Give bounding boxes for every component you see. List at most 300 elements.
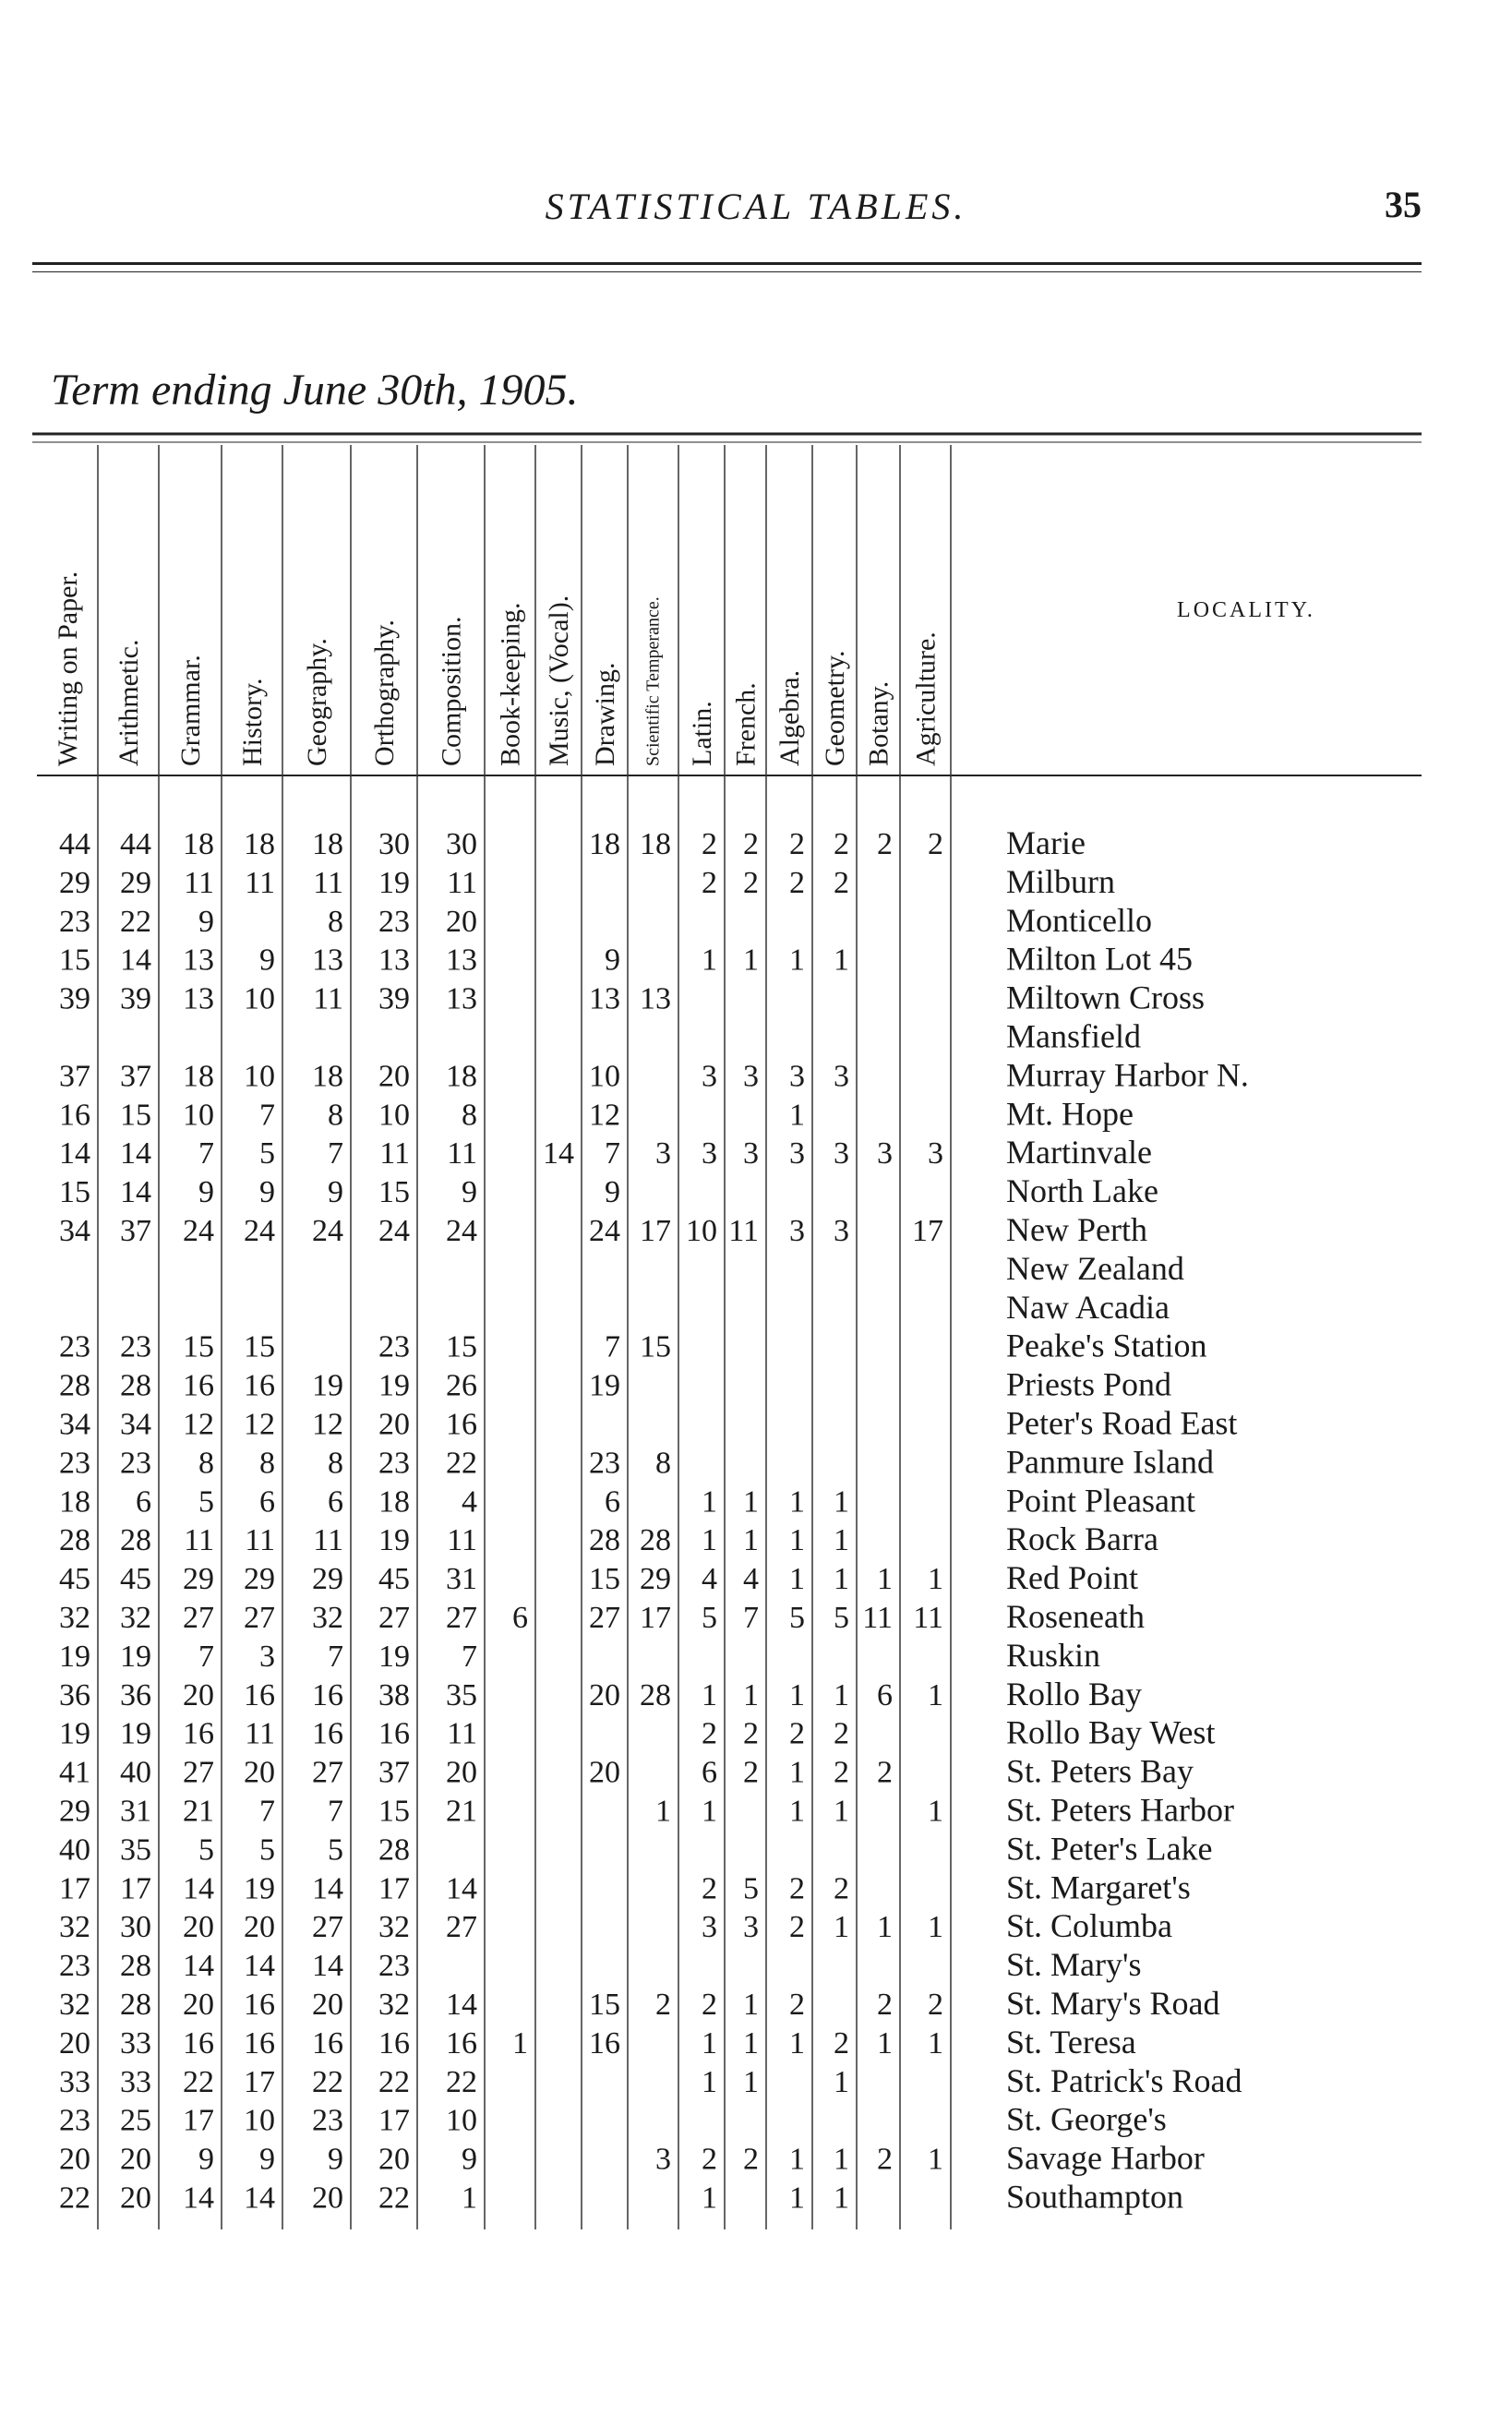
table-cell: 27 <box>183 1755 214 1790</box>
column-header: Grammar. <box>175 655 206 766</box>
table-cell: 3 <box>789 1214 805 1248</box>
table-cell: 6 <box>702 1755 717 1790</box>
table-cell: 17 <box>378 1871 410 1906</box>
table-cell: 2 <box>789 865 805 900</box>
table-cell: 1 <box>702 2064 717 2099</box>
locality-name: Murray Harbor N. <box>1006 1056 1249 1094</box>
table-cell: 11 <box>245 1716 275 1751</box>
table-cell: 32 <box>378 1910 410 1945</box>
table-cell: 1 <box>928 2025 943 2061</box>
table-cell: 14 <box>183 1949 214 1984</box>
table-cell: 1 <box>834 1794 849 1829</box>
table-cell: 23 <box>120 1446 151 1481</box>
locality-name: St. Teresa <box>1006 2023 1136 2061</box>
table-cell: 27 <box>378 1601 410 1635</box>
table-cell: 26 <box>446 1368 477 1403</box>
table-cell: 15 <box>589 1988 620 2022</box>
table-cell: 15 <box>120 1098 151 1133</box>
table-cell: 32 <box>59 1601 90 1635</box>
table-cell: 5 <box>259 1136 275 1171</box>
table-cell: 8 <box>328 1098 343 1133</box>
table-cell: 24 <box>244 1214 275 1248</box>
table-cell: 3 <box>655 2142 671 2177</box>
table-cell: 6 <box>136 1484 151 1520</box>
table-cell: 22 <box>120 904 151 939</box>
table-cell: 40 <box>59 1832 90 1868</box>
table-cell: 11 <box>313 1523 343 1558</box>
table-cell: 11 <box>913 1601 943 1635</box>
table-cell: 21 <box>446 1794 477 1829</box>
table-cell: 20 <box>446 904 477 939</box>
table-cell: 18 <box>446 1059 477 1094</box>
page-header-title: STATISTICAL TABLES. <box>545 186 967 227</box>
table-cell: 2 <box>743 1755 759 1790</box>
locality-name: Naw Acadia <box>1006 1288 1170 1326</box>
table-cell: 1 <box>789 1755 805 1790</box>
table-cell: 1 <box>928 1910 943 1945</box>
table-cell: 23 <box>378 1329 410 1364</box>
table-cell: 10 <box>378 1098 410 1133</box>
table-cell: 16 <box>244 2025 275 2061</box>
table-cell: 8 <box>328 1446 343 1481</box>
locality-name: St. George's <box>1006 2100 1167 2138</box>
table-cell: 16 <box>446 2025 477 2061</box>
table-cell: 11 <box>245 865 275 900</box>
table-cell: 28 <box>120 1523 151 1558</box>
table-cell: 19 <box>378 1639 410 1674</box>
table-cell: 33 <box>59 2064 90 2099</box>
table-cell: 9 <box>328 2142 343 2177</box>
table-cell: 13 <box>183 943 214 978</box>
table-cell: 20 <box>244 1755 275 1790</box>
table-cell: 2 <box>928 827 943 861</box>
table-cell: 16 <box>312 2025 343 2061</box>
table-cell: 35 <box>446 1677 477 1712</box>
table-cell: 23 <box>59 1949 90 1984</box>
table-cell: 16 <box>183 2025 214 2061</box>
table-cell: 17 <box>244 2064 275 2099</box>
table-cell: 15 <box>378 1794 410 1829</box>
locality-name: Rock Barra <box>1006 1520 1158 1558</box>
table-cell: 7 <box>605 1136 620 1171</box>
table-cell: 8 <box>462 1098 477 1133</box>
table-cell: 7 <box>328 1794 343 1829</box>
table-cell: 1 <box>834 1677 849 1712</box>
table-cell: 37 <box>120 1214 151 1248</box>
table-cell: 27 <box>446 1601 477 1635</box>
table-cell: 10 <box>589 1059 620 1094</box>
table-cell: 14 <box>183 1871 214 1906</box>
table-cell: 23 <box>59 1446 90 1481</box>
table-cell: 20 <box>244 1910 275 1945</box>
table-cell: 11 <box>447 865 477 900</box>
table-cell: 14 <box>183 2181 214 2216</box>
table-cell: 45 <box>378 1562 410 1597</box>
table-cell: 1 <box>834 1484 849 1520</box>
table-cell: 9 <box>605 943 620 978</box>
locality-name: St. Margaret's <box>1006 1868 1191 1906</box>
table-cell: 2 <box>743 865 759 900</box>
table-cell: 20 <box>312 1988 343 2022</box>
table-cell: 28 <box>378 1832 410 1868</box>
table-cell: 29 <box>312 1562 343 1597</box>
table-cell: 2 <box>877 1755 893 1790</box>
table-cell: 28 <box>640 1677 671 1712</box>
table-cell: 18 <box>378 1484 410 1520</box>
table-cell: 2 <box>877 1988 893 2022</box>
table-cell: 19 <box>120 1639 151 1674</box>
table-cell: 6 <box>512 1601 528 1635</box>
table-cell: 31 <box>120 1794 151 1829</box>
locality-header: LOCALITY. <box>1177 598 1315 622</box>
table-cell: 19 <box>312 1368 343 1403</box>
table-cell: 2 <box>834 865 849 900</box>
table-cell: 27 <box>446 1910 477 1945</box>
table-cell: 11 <box>728 1214 759 1248</box>
locality-name: Point Pleasant <box>1006 1482 1195 1520</box>
table-cell: 14 <box>312 1871 343 1906</box>
table-cell: 15 <box>378 1175 410 1210</box>
table-cell: 22 <box>378 2064 410 2099</box>
table-cell: 12 <box>312 1407 343 1442</box>
table-cell: 1 <box>743 1988 759 2022</box>
table-cell: 29 <box>59 1794 90 1829</box>
table-cell: 7 <box>462 1639 477 1674</box>
table-cell: 44 <box>59 827 90 861</box>
table-cell: 9 <box>198 2142 214 2177</box>
table-cell: 17 <box>183 2103 214 2138</box>
table-cell: 13 <box>378 943 410 978</box>
table-cell: 29 <box>244 1562 275 1597</box>
table-cell: 34 <box>59 1407 90 1442</box>
table-cell: 3 <box>743 1136 759 1171</box>
table-cell: 1 <box>834 1523 849 1558</box>
table-cell: 16 <box>244 1988 275 2022</box>
locality-name: St. Peters Bay <box>1006 1752 1194 1790</box>
locality-name: Peter's Road East <box>1006 1404 1238 1442</box>
table-cell: 20 <box>120 2181 151 2216</box>
locality-name: St. Mary's <box>1006 1946 1142 1984</box>
column-header: Composition. <box>436 616 467 766</box>
column-header: Scientific Temperance. <box>642 596 664 766</box>
table-cell: 28 <box>59 1368 90 1403</box>
table-cell: 9 <box>462 1175 477 1210</box>
table-cell: 22 <box>312 2064 343 2099</box>
table-cell: 33 <box>120 2025 151 2061</box>
table-cell: 23 <box>59 904 90 939</box>
table-cell: 20 <box>378 1059 410 1094</box>
table-cell: 2 <box>702 1871 717 1906</box>
table-cell: 2 <box>702 865 717 900</box>
table-cell: 9 <box>259 2142 275 2177</box>
table-cell: 14 <box>312 1949 343 1984</box>
table-cell: 18 <box>183 827 214 861</box>
table-cell: 7 <box>328 1136 343 1171</box>
table-cell: 7 <box>328 1639 343 1674</box>
table-cell: 14 <box>120 1175 151 1210</box>
table-cell: 1 <box>877 1910 893 1945</box>
table-cell: 1 <box>834 1910 849 1945</box>
locality-name: New Perth <box>1006 1211 1147 1248</box>
table-cell: 21 <box>183 1794 214 1829</box>
table-cell: 17 <box>640 1214 671 1248</box>
table-cell: 3 <box>702 1910 717 1945</box>
table-cell: 3 <box>655 1136 671 1171</box>
table-cell: 27 <box>589 1601 620 1635</box>
table-cell: 2 <box>702 1988 717 2022</box>
table-cell: 22 <box>446 1446 477 1481</box>
table-cell: 1 <box>702 2025 717 2061</box>
locality-name: St. Peters Harbor <box>1006 1791 1234 1829</box>
table-cell: 1 <box>702 943 717 978</box>
table-cell: 28 <box>120 1368 151 1403</box>
table-column-headers <box>53 571 1315 766</box>
table-cell: 2 <box>789 827 805 861</box>
table-cell: 14 <box>59 1136 90 1171</box>
column-header: Geometry. <box>820 650 850 766</box>
table-cell: 9 <box>198 1175 214 1210</box>
table-cell: 1 <box>877 2025 893 2061</box>
locality-name: St. Patrick's Road <box>1006 2061 1242 2099</box>
table-cell: 14 <box>244 2181 275 2216</box>
locality-name: Savage Harbor <box>1006 2139 1205 2177</box>
table-cell: 1 <box>789 1794 805 1829</box>
table-cell: 6 <box>328 1484 343 1520</box>
table-cell: 39 <box>378 981 410 1016</box>
locality-name: St. Peter's Lake <box>1006 1830 1213 1868</box>
locality-name: Red Point <box>1006 1559 1139 1597</box>
table-cell: 5 <box>789 1601 805 1635</box>
table-cell: 32 <box>312 1601 343 1635</box>
table-cell: 28 <box>59 1523 90 1558</box>
table-cell: 2 <box>789 1910 805 1945</box>
table-cell: 24 <box>446 1214 477 1248</box>
table-cell: 28 <box>120 1949 151 1984</box>
table-cell: 24 <box>378 1214 410 1248</box>
table-cell: 10 <box>244 1059 275 1094</box>
column-header: Drawing. <box>590 662 620 766</box>
table-cell: 14 <box>120 1136 151 1171</box>
table-cell: 16 <box>244 1677 275 1712</box>
table-cell: 18 <box>640 827 671 861</box>
table-cell: 19 <box>59 1639 90 1674</box>
table-cell: 1 <box>743 1484 759 1520</box>
table-cell: 1 <box>834 2142 849 2177</box>
table-cell: 15 <box>59 1175 90 1210</box>
locality-name: Milton Lot 45 <box>1006 940 1194 978</box>
table-cell: 32 <box>59 1988 90 2022</box>
table-cell: 34 <box>59 1214 90 1248</box>
table-cell: 20 <box>183 1910 214 1945</box>
table-cell: 19 <box>589 1368 620 1403</box>
table-cell: 8 <box>655 1446 671 1481</box>
table-cell: 5 <box>198 1484 214 1520</box>
table-cell: 20 <box>120 2142 151 2177</box>
column-header: French. <box>730 682 762 766</box>
table-cell: 1 <box>928 2142 943 2177</box>
table-cell: 27 <box>244 1601 275 1635</box>
table-cell: 18 <box>589 827 620 861</box>
table-cell: 12 <box>183 1407 214 1442</box>
table-cell: 20 <box>312 2181 343 2216</box>
table-cell: 1 <box>512 2025 528 2061</box>
table-cell: 16 <box>312 1716 343 1751</box>
table-cell: 45 <box>59 1562 90 1597</box>
table-cell: 17 <box>912 1214 943 1248</box>
table-cell: 16 <box>589 2025 620 2061</box>
table-cell: 16 <box>183 1716 214 1751</box>
table-cell: 14 <box>244 1949 275 1984</box>
table-cell: 9 <box>259 1175 275 1210</box>
table-cell: 2 <box>789 1988 805 2022</box>
table-cell: 15 <box>183 1329 214 1364</box>
locality-name: Priests Pond <box>1006 1365 1172 1403</box>
table-cell: 23 <box>312 2103 343 2138</box>
table-cell: 2 <box>743 1716 759 1751</box>
table-cell: 23 <box>59 1329 90 1364</box>
locality-name: Ruskin <box>1006 1636 1101 1674</box>
table-cell: 23 <box>378 904 410 939</box>
table-cell: 2 <box>702 1716 717 1751</box>
table-cell: 20 <box>183 1677 214 1712</box>
table-cell: 1 <box>928 1677 943 1712</box>
table-cell: 2 <box>789 1871 805 1906</box>
table-cells <box>59 827 943 2216</box>
table-cell: 32 <box>120 1601 151 1635</box>
table-cell: 13 <box>589 981 620 1016</box>
table-cell: 17 <box>640 1601 671 1635</box>
page-number: 35 <box>1385 184 1422 225</box>
table-cell: 27 <box>312 1755 343 1790</box>
locality-name: Rollo Bay <box>1006 1675 1143 1712</box>
table-cell: 27 <box>183 1601 214 1635</box>
table-cell: 27 <box>312 1910 343 1945</box>
table-cell: 3 <box>743 1059 759 1094</box>
table-cell: 3 <box>702 1136 717 1171</box>
table-cell: 13 <box>312 943 343 978</box>
table-cell: 18 <box>312 1059 343 1094</box>
table-cell: 15 <box>589 1562 620 1597</box>
table-cell: 2 <box>834 827 849 861</box>
column-header: Arithmetic. <box>114 639 144 766</box>
table-cell: 19 <box>59 1716 90 1751</box>
table-cell: 11 <box>447 1136 477 1171</box>
table-cell: 6 <box>259 1484 275 1520</box>
table-cell: 29 <box>59 865 90 900</box>
table-cell: 3 <box>877 1136 893 1171</box>
table-cell: 13 <box>183 981 214 1016</box>
table-cell: 33 <box>120 2064 151 2099</box>
table-cell: 1 <box>789 2025 805 2061</box>
table-cell: 5 <box>702 1601 717 1635</box>
locality-name: New Zealand <box>1006 1249 1184 1287</box>
locality-name: Peake's Station <box>1006 1327 1207 1364</box>
table-cell: 4 <box>702 1562 717 1597</box>
column-header: Agriculture. <box>910 631 942 766</box>
table-cell: 2 <box>834 1716 849 1751</box>
table-cell: 16 <box>59 1098 90 1133</box>
table-cell: 7 <box>259 1794 275 1829</box>
column-header: Music, (Vocal). <box>544 595 574 766</box>
table-cell: 20 <box>183 1988 214 2022</box>
table-cell: 16 <box>378 1716 410 1751</box>
table-cell: 8 <box>259 1446 275 1481</box>
table-cell: 30 <box>446 827 477 861</box>
table-cell: 1 <box>877 1562 893 1597</box>
table-cell: 20 <box>589 1677 620 1712</box>
table-cell: 13 <box>640 981 671 1016</box>
table-cell: 37 <box>120 1059 151 1094</box>
table-cell: 39 <box>59 981 90 1016</box>
table-cell: 1 <box>789 1098 805 1133</box>
table-cell: 9 <box>462 2142 477 2177</box>
table-cell: 16 <box>244 1368 275 1403</box>
locality-name: Marie <box>1006 824 1086 861</box>
table-cell: 18 <box>312 827 343 861</box>
table-cell: 18 <box>59 1484 90 1520</box>
table-cell: 1 <box>655 1794 671 1829</box>
table-cell: 16 <box>446 1407 477 1442</box>
table-cell: 1 <box>702 1484 717 1520</box>
table-cell: 20 <box>59 2025 90 2061</box>
table-cell: 18 <box>244 827 275 861</box>
table-cell: 1 <box>834 2064 849 2099</box>
table-cell: 20 <box>446 1755 477 1790</box>
table-cell: 7 <box>743 1601 759 1635</box>
table-cell: 10 <box>183 1098 214 1133</box>
table-cell: 15 <box>446 1329 477 1364</box>
table-cell: 20 <box>59 2142 90 2177</box>
locality-name: Mt. Hope <box>1006 1095 1134 1133</box>
table-cell: 5 <box>743 1871 759 1906</box>
table-cell: 1 <box>743 2064 759 2099</box>
table-cell: 1 <box>743 2025 759 2061</box>
locality-name: Southampton <box>1006 2178 1184 2216</box>
table-cell: 25 <box>120 2103 151 2138</box>
locality-name: Miltown Cross <box>1006 979 1206 1016</box>
table-cell: 3 <box>259 1639 275 1674</box>
table-cell: 31 <box>446 1562 477 1597</box>
table-cell: 11 <box>184 1523 214 1558</box>
table-cell: 20 <box>589 1755 620 1790</box>
table-cell: 4 <box>462 1484 477 1520</box>
table-cell: 11 <box>245 1523 275 1558</box>
table-cell: 38 <box>378 1677 410 1712</box>
table-cell: 6 <box>605 1484 620 1520</box>
table-cell: 9 <box>605 1175 620 1210</box>
table-cell: 13 <box>446 981 477 1016</box>
column-header: Book-keeping. <box>495 602 526 766</box>
table-cell: 11 <box>447 1716 477 1751</box>
table-cell: 23 <box>59 2103 90 2138</box>
table-cell: 36 <box>59 1677 90 1712</box>
table-cell: 7 <box>198 1136 214 1171</box>
table-cell: 1 <box>743 943 759 978</box>
table-cell: 1 <box>462 2181 477 2216</box>
locality-name: St. Columba <box>1006 1907 1173 1945</box>
table-cell: 3 <box>789 1059 805 1094</box>
table-cell: 9 <box>328 1175 343 1210</box>
table-cell: 16 <box>183 1368 214 1403</box>
table-cell: 1 <box>834 943 849 978</box>
table-cell: 10 <box>446 2103 477 2138</box>
table-cell: 22 <box>378 2181 410 2216</box>
table-cell: 18 <box>183 1059 214 1094</box>
table-cell: 6 <box>877 1677 893 1712</box>
term-heading: Term ending June 30th, 1905. <box>51 366 579 415</box>
table-cell: 2 <box>702 2142 717 2177</box>
table-cell: 3 <box>834 1136 849 1171</box>
